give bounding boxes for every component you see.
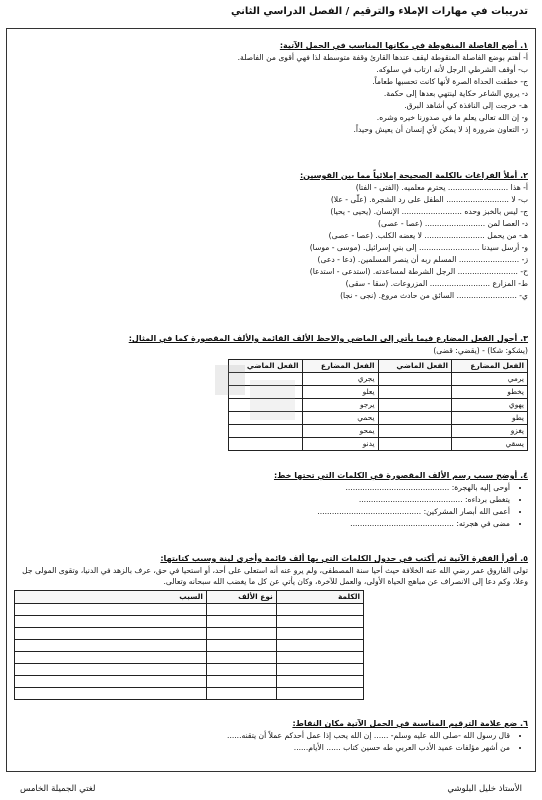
section-3-title: ٣. أحول الفعل المضارع فيما يأتي إلى الماضي والاحظ الألف القائمة والألف المقصورة كما في المثال: [128,334,528,343]
list-item: • أعمى الله أبصار المشركين: ........................................... [14,506,510,518]
list-item: • من أشهر مؤلفات عميد الأدب العربي طه حسين كتاب ...... الأيام...... [14,742,510,754]
answer-cell[interactable] [15,640,207,652]
cell: يطو [452,412,528,425]
s2-line: ز- ......................... المسلم ربه أن ينصر المسلمين. (دعا - دعى) [317,255,528,264]
table-header: الفعل المضارع [452,360,528,373]
answer-cell[interactable] [206,676,276,688]
answer-cell[interactable] [378,438,452,451]
section-4 [14,470,528,530]
s6-list [14,730,528,754]
s2-line: و- أرسل سيدنا ......................... إلى بني إسرائيل. (موسى - موسا) [309,243,528,252]
cell: يخطو [452,386,528,399]
s2-line: ب- لا .......................... الطفل على رد الشجرة. (علّى - علا) [330,195,528,204]
cell: يهوي [452,399,528,412]
s1-line: هـ- خرجت إلى النافذة كي أشاهد البرق. [404,101,528,110]
answer-cell[interactable] [206,688,276,700]
section-2 [14,170,528,302]
answer-cell[interactable] [15,628,207,640]
table-row [15,640,364,652]
s1-line: ب- أوقف الشرطي الرجل لأنه ارتاب في سلوكه. [376,65,528,74]
s1-line: و- إن الله تعالى يعلم ما في صدورنا خيره وشره. [376,113,528,122]
section-6 [14,718,528,754]
cell: يرجو [302,399,378,412]
section-2-title: ٢. أملأ الفراغات بالكلمة الصحيحة إملائياً مما بين القوسين: [299,171,528,180]
answer-cell[interactable] [276,616,363,628]
answer-cell[interactable] [15,616,207,628]
table-row [15,676,364,688]
answer-cell[interactable] [206,652,276,664]
table-header: السبب [15,591,207,604]
answer-cell[interactable] [276,652,363,664]
table-header: الكلمة [276,591,363,604]
answer-cell[interactable] [206,664,276,676]
cell: يجري [302,373,378,386]
watermark-logo [210,360,300,430]
answer-cell[interactable] [15,652,207,664]
answer-cell[interactable] [206,640,276,652]
s1-line: ج- خطفت الحداة الصرة لأنها كانت تحسبها طعاماً. [372,77,528,86]
s3-example: (يشكو: شكا) - (يقضي: قضى) [433,346,528,355]
s2-line: د- العصا لمن ......................... (عصا - عصى) [378,219,528,228]
table-header: الفعل المضارع [302,360,378,373]
table-header: الفعل الماضي [229,360,303,373]
s2-line: أ- هذا ......................... يحترم معلميه. (الفتى - الفتا) [355,183,528,192]
s2-line: ي- ......................... السائق من حادث مروع. (نجى - نجا) [340,291,528,300]
answer-cell[interactable] [276,664,363,676]
cell: يرمي [452,373,528,386]
cell: يمحو [302,425,378,438]
s2-line: ج- ليس بالخبز وحده ......................... الإنسان. (يحيى - يحيا) [330,207,528,216]
section-1 [14,40,528,136]
answer-cell[interactable] [15,664,207,676]
answer-cell[interactable] [276,628,363,640]
answer-cell[interactable] [206,604,276,616]
answer-cell[interactable] [378,425,452,438]
table-header: الفعل الماضي [378,360,452,373]
s5-paragraph: تولى الفاروق عمر رضي الله عنه الخلافة حيث أحيا سنة المصطفى، ولم يرو عنه أنه استعلى على أحد، أو استحيا في حق، عرف بالزهد في الدنيا، وتقوى المولى جل وعلا، وكم دعا إلى الانصراف عن مباهج الحياة الأولى، والعمل للآخرة، وكان يأتي عن كل ما يغضب الله سبحانه وتعالى. [22,566,528,586]
cell: يغزو [452,425,528,438]
teacher-name: الأستاذ خليل البلوشي [447,784,522,794]
grade-label: لغتي الجميلة الخامس [20,784,96,794]
list-item: • قال رسول الله -صلى الله عليه وسلم- ...... إن الله يحب إذا عمل أحدكم عملاً أن يتقنه...... [14,730,510,742]
table-row [15,652,364,664]
list-item: • مضى في هجرته: ........................................... [14,518,510,530]
answer-cell[interactable] [15,676,207,688]
table-row [15,628,364,640]
alif-table [14,590,364,700]
answer-cell[interactable] [378,412,452,425]
answer-cell[interactable] [378,399,452,412]
s1-line: ز- التعاون ضرورة إذ لا يمكن لأي إنسان أن يعيش وحيداً. [353,125,528,134]
table-header: نوع الألف [206,591,276,604]
answer-cell[interactable] [378,386,452,399]
list-item: • يتغطى برداءه: ........................................... [14,494,510,506]
section-1-title: ١. أضع الفاصلة المنقوطة في مكانها المناسب في الجمل الآتية: [279,41,528,50]
answer-cell[interactable] [276,676,363,688]
answer-cell[interactable] [15,604,207,616]
s2-line: ح- ......................... الرجل الشرطة لمساعدته. (استدعى - استدعا) [309,267,528,276]
s1-line: د- يروي الشاعر حكاية لينتهي بعدها إلى حكمة. [383,89,528,98]
page-footer [20,784,522,794]
section-5-title: ٥. أقرأ الفقرة الآتية ثم أكتب في جدول الكلمات التي بها ألف قائمة وأخرى لينة وسبب كتابتها: [160,554,528,563]
cell: يسقي [452,438,528,451]
section-6-title: ٦. ضع علامة الترقيم المناسبة في الجمل الآتية مكان النقاط: [292,719,528,728]
answer-cell[interactable] [276,604,363,616]
section-5 [14,553,528,700]
answer-cell[interactable] [229,438,303,451]
s4-list [14,482,528,530]
table-row [15,664,364,676]
answer-cell[interactable] [276,688,363,700]
table-row [15,688,364,700]
answer-cell[interactable] [378,373,452,386]
section-4-title: ٤. أوضح سبب رسم الألف المقصورة في الكلمات التي تحتها خط: [273,471,528,480]
answer-cell[interactable] [206,616,276,628]
page-title: تدريبات في مهارات الإملاء والترقيم / الفصل الدراسي الثاني [231,6,528,17]
answer-cell[interactable] [15,688,207,700]
cell: يعلو [302,386,378,399]
cell: يحمي [302,412,378,425]
answer-cell[interactable] [206,628,276,640]
table-row [15,616,364,628]
s1-line: أ- أهتم بوضع الفاصلة المنقوطة ليقف عندها القارئ وقفة متوسطة لذا فهي أقوى من الفاصلة. [237,53,528,62]
cell: يدنو [302,438,378,451]
table-row [15,604,364,616]
s2-line: هـ- من يحمل ......................... لا يعضه الكلب. (عصا - عصى) [328,231,528,240]
answer-cell[interactable] [276,640,363,652]
table-row [229,438,528,451]
s2-line: ط- المزارع ......................... المزروعات. (سقا - سقى) [345,279,528,288]
list-item: • أوحى إليه بالهجرة: ........................................... [14,482,510,494]
